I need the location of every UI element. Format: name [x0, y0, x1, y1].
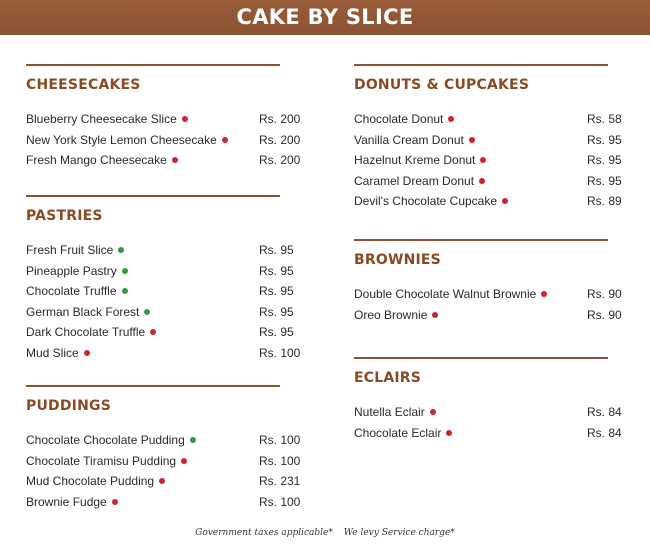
item-price: Rs. 58 — [587, 112, 622, 126]
menu-item — [354, 305, 622, 326]
nonveg-dot-icon — [150, 329, 156, 335]
section-donuts-cupcakes — [354, 64, 622, 212]
item-price: Rs. 95 — [259, 304, 294, 319]
section-title: DONUTS & CUPCAKES — [354, 77, 530, 93]
item-name: Double Chocolate Walnut Brownie — [354, 287, 537, 301]
item-name: Chocolate Eclair — [354, 425, 442, 440]
menu-item — [26, 322, 294, 343]
item-name: Mud Slice — [26, 345, 79, 360]
section-title: PUDDINGS — [26, 398, 111, 414]
item-price: Rs. 100 — [259, 433, 301, 447]
item-price: Rs. 100 — [259, 453, 301, 468]
menu-list — [354, 402, 622, 443]
item-price: Rs. 200 — [259, 153, 301, 168]
item-name: Pineapple Pastry — [26, 263, 117, 278]
item-name: Mud Chocolate Pudding — [26, 474, 155, 489]
section-divider — [354, 357, 608, 359]
menu-item — [26, 261, 294, 282]
section-pastries — [26, 195, 301, 364]
menu-list — [26, 240, 301, 364]
nonveg-dot-icon — [446, 430, 452, 436]
veg-dot-icon — [190, 437, 196, 443]
footer-note — [0, 528, 650, 538]
menu-item — [26, 471, 301, 492]
menu-item — [354, 191, 622, 212]
nonveg-dot-icon — [112, 499, 118, 505]
section-brownies — [354, 239, 622, 325]
menu-list — [354, 284, 622, 325]
nonveg-dot-icon — [448, 116, 454, 122]
item-name: Chocolate Tiramisu Pudding — [26, 453, 177, 468]
menu-item — [26, 343, 301, 364]
section-divider — [354, 64, 608, 66]
nonveg-dot-icon — [502, 198, 508, 204]
item-price: Rs. 95 — [587, 132, 622, 147]
menu-list — [26, 430, 301, 512]
item-price: Rs. 84 — [587, 405, 622, 419]
item-price: Rs. 231 — [259, 474, 301, 489]
nonveg-dot-icon — [182, 116, 188, 122]
item-name: Hazelnut Kreme Donut — [354, 153, 476, 168]
menu-item — [354, 423, 622, 444]
item-price: Rs. 95 — [259, 284, 294, 299]
item-name: Oreo Brownie — [354, 307, 428, 322]
item-name: Fresh Fruit Slice — [26, 243, 114, 257]
item-price: Rs. 200 — [259, 132, 301, 147]
item-name: Fresh Mango Cheesecake — [26, 153, 167, 168]
menu-list — [354, 109, 622, 212]
section-title: CHEESECAKES — [26, 77, 141, 93]
menu-item — [26, 281, 294, 302]
menu-item — [354, 130, 622, 151]
section-title: BROWNIES — [354, 252, 441, 268]
menu-item — [354, 150, 622, 171]
item-price: Rs. 200 — [259, 112, 301, 126]
item-price: Rs. 84 — [587, 425, 622, 440]
item-price: Rs. 95 — [587, 153, 622, 168]
menu-list — [26, 109, 301, 171]
item-name: Devil's Chocolate Cupcake — [354, 194, 498, 209]
menu-item — [26, 430, 301, 451]
item-price: Rs. 100 — [259, 345, 301, 360]
item-name: Chocolate Donut — [354, 112, 444, 126]
veg-dot-icon — [122, 288, 128, 294]
nonveg-dot-icon — [432, 312, 438, 318]
item-name: Blueberry Cheesecake Slice — [26, 112, 177, 126]
item-price: Rs. 90 — [587, 287, 622, 301]
section-title: ECLAIRS — [354, 370, 422, 386]
section-divider — [26, 385, 280, 387]
nonveg-dot-icon — [541, 291, 547, 297]
item-name: Chocolate Truffle — [26, 284, 117, 299]
item-price: Rs. 95 — [259, 263, 294, 278]
veg-dot-icon — [118, 247, 124, 253]
item-name: Chocolate Chocolate Pudding — [26, 433, 185, 447]
nonveg-dot-icon — [430, 409, 436, 415]
item-name: German Black Forest — [26, 304, 140, 319]
item-name: Nutella Eclair — [354, 405, 425, 419]
taxes-note: Government taxes applicable* — [195, 528, 333, 538]
nonveg-dot-icon — [159, 478, 165, 484]
menu-item — [26, 302, 294, 323]
section-title: PASTRIES — [26, 208, 103, 224]
menu-item — [354, 171, 622, 192]
item-price: Rs. 89 — [587, 194, 622, 209]
item-price: Rs. 90 — [587, 307, 622, 322]
item-price: Rs. 95 — [259, 325, 294, 340]
nonveg-dot-icon — [172, 157, 178, 163]
section-divider — [26, 195, 280, 197]
menu-item — [354, 284, 622, 305]
item-name: Caramel Dream Donut — [354, 173, 475, 188]
item-price: Rs. 100 — [259, 494, 301, 509]
menu-item — [354, 109, 622, 130]
veg-dot-icon — [144, 309, 150, 315]
item-price: Rs. 95 — [259, 243, 294, 257]
nonveg-dot-icon — [222, 137, 228, 143]
menu-item — [26, 130, 301, 151]
item-name: Dark Chocolate Truffle — [26, 325, 146, 340]
header-banner — [0, 0, 650, 35]
menu-item — [354, 402, 622, 423]
item-name: New York Style Lemon Cheesecake — [26, 132, 217, 147]
item-price: Rs. 95 — [587, 173, 622, 188]
section-divider — [354, 239, 608, 241]
menu-item — [26, 109, 301, 130]
item-name: Vanilla Cream Donut — [354, 132, 464, 147]
section-divider — [26, 64, 280, 66]
section-cheesecakes — [26, 64, 301, 171]
nonveg-dot-icon — [479, 178, 485, 184]
nonveg-dot-icon — [480, 157, 486, 163]
nonveg-dot-icon — [84, 350, 90, 356]
page-title: CAKE BY SLICE — [236, 5, 414, 29]
section-puddings — [26, 385, 301, 512]
veg-dot-icon — [122, 268, 128, 274]
service-charge-note: We levy Service charge* — [343, 528, 455, 538]
menu-item — [26, 150, 301, 171]
section-eclairs — [354, 357, 622, 443]
menu-item — [26, 240, 294, 261]
nonveg-dot-icon — [181, 458, 187, 464]
menu-item — [26, 492, 301, 513]
item-name: Brownie Fudge — [26, 494, 107, 509]
menu-item — [26, 451, 301, 472]
nonveg-dot-icon — [469, 137, 475, 143]
